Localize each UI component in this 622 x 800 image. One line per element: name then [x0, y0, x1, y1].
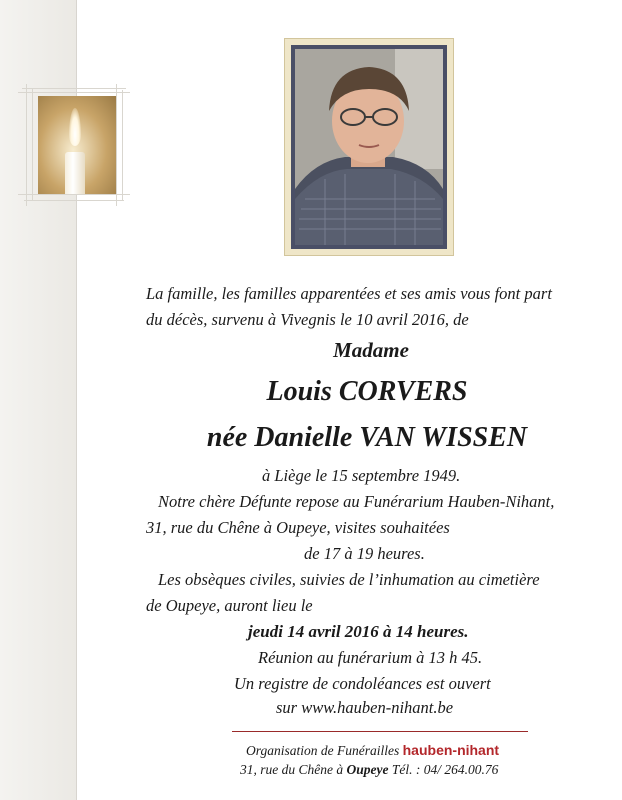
register-line-1: Un registre de condoléances est ouvert	[234, 674, 491, 693]
funeral-line-1: Les obsèques civiles, suivies de l’inhumation au cimetière	[158, 570, 540, 589]
register-line-2: sur www.hauben-nihant.be	[276, 698, 454, 717]
deceased-name: Louis CORVERS	[266, 376, 468, 407]
candle-icon	[38, 96, 116, 194]
footer-address	[240, 762, 498, 778]
meeting-line: Réunion au funérarium à 13 h 45.	[258, 648, 483, 667]
footer-tel: Tél. : 04/ 264.00.76	[391, 762, 499, 777]
intro-line-2: du décès, survenu à Vivegnis le 10 avril 2016, de	[146, 310, 469, 329]
portrait-photo	[295, 49, 443, 245]
brand-logo-text: hauben-nihant	[402, 742, 500, 758]
portrait-mat	[291, 45, 447, 249]
birth-line: à Liège le 15 septembre 1949.	[262, 466, 461, 485]
funeral-line-2: de Oupeye, auront lieu le	[146, 596, 313, 615]
portrait-illustration	[295, 49, 443, 245]
footer-address-prefix: 31, rue du Chêne à	[240, 762, 344, 777]
salutation: Madame	[333, 338, 409, 362]
repose-line-1: Notre chère Défunte repose au Funérarium Hauben-Nihant,	[158, 492, 555, 511]
repose-line-3: de 17 à 19 heures.	[304, 544, 425, 563]
footer-separator	[232, 731, 528, 732]
repose-line-2: 31, rue du Chêne à Oupeye, visites souhaitées	[146, 518, 450, 537]
flame-icon	[69, 108, 81, 146]
portrait-frame	[284, 38, 454, 256]
footer-org-prefix: Organisation de Funérailles	[246, 743, 400, 758]
candle-body	[65, 152, 85, 194]
intro-line-1: La famille, les familles apparentées et ses amis vous font part	[146, 284, 552, 303]
maiden-name: née Danielle VAN WISSEN	[206, 422, 528, 453]
funeral-date: jeudi 14 avril 2016 à 14 heures.	[248, 622, 469, 641]
footer-town: Oupeye	[346, 762, 389, 777]
footer-organisation	[246, 742, 499, 759]
